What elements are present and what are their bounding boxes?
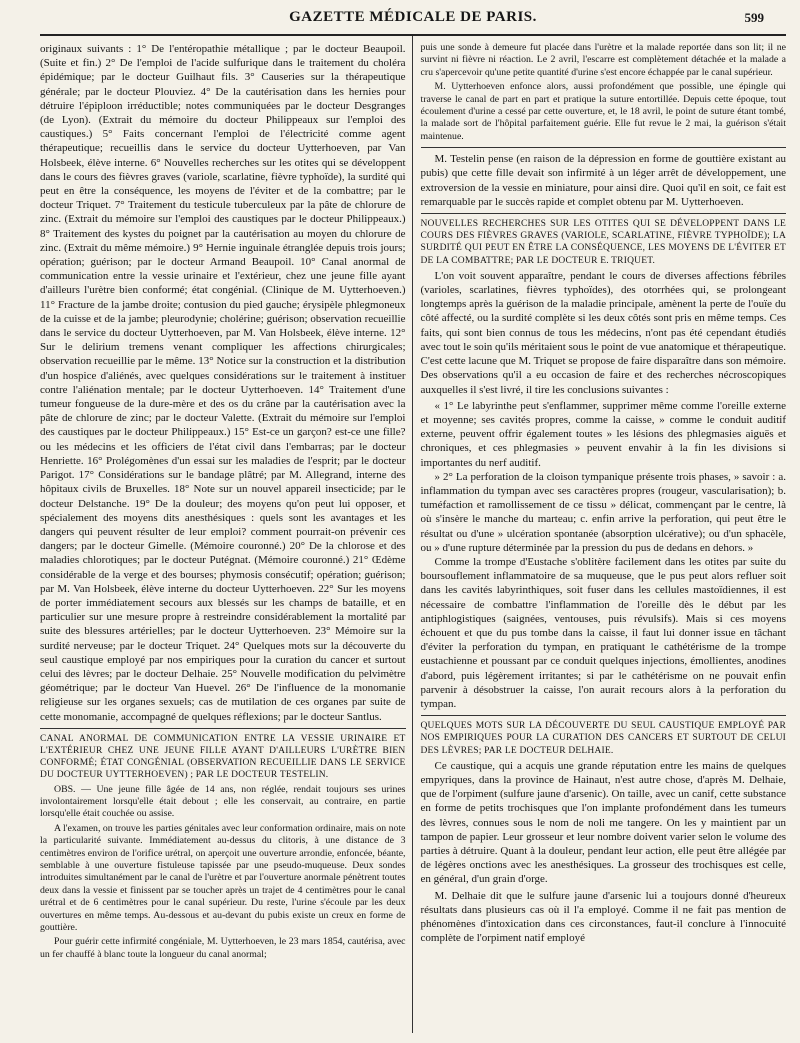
page-number: 599 [744,10,764,25]
text-columns [40,36,786,1033]
journal-title: GAZETTE MÉDICALE DE PARIS. [289,8,537,25]
conclusion-2: » 2° La perforation de la cloison tympanique présente trois phases, » savoir : a. inflammation du tympan avec ses caractères propres (rougeur, vascularisation); b. tuméfaction et ramollissement de ce tissu » délicat, commençant par le centre, là où s'insère le manche du marteau; c. enfin arrive la perforation, qui peut être le résultat ou d'une » ulcération spontanée (absorption ulcérative); ou d'un sphacèle, ou » d'une rupture déterminée par la pression du pus de dedans en dehors. » [420,470,786,554]
suture-paragraph: M. Uytterhoeven enfonce alors, aussi profondément que possible, une épingle qui traverse le canal de part en part et pratique la suture entortillée. Depuis cette époque, tout écoulement d'urine a cessé par cette ouverture, et, le 18 avril, le point de suture étant tombé, la malade sort de l'hôpital parfaitement guérie. Elle fut revue le 2 mai, la guérison s'était maintenue. [420,81,786,142]
otites-treatment-paragraph: Comme la trompe d'Eustache s'oblitère facilement dans les otites par suite du boursouflement inflammatoire de sa muqueuse, que le pus peut alors refluer soit dans les cavités labyrinthiques, soit fuser dans les cellules mastoïdiennes, il est nécessaire de combattre l'inflammation de l'oreille dès le début par les antiphlogistiques (saignées, ventouses, puis révulsifs). Mais si ces moyens échouent et que du pus tombe dans la caisse, il faut lui donner issue en tâchant d'éviter la perforation du tympan, en pratiquant le cathétérisme de la trompe eustachienne et poussant par ce conduit quelques injections, émollientes, anodines d'abord, puis légèrement irritantes; si par le cathétérisme on ne pouvait enfin parvenir à désobstruer la caisse, l'on aurait recours alors à la perforation du tympan. [420,555,786,710]
page-header [40,0,786,36]
examination-paragraph: A l'examen, on trouve les parties génitales avec leur conformation ordinaire, mais on note la particularité suivante. Immédiatement au-dessus du clitoris, à une distance de 3 centimètres environ de l'orifice urétral, on aperçoit une ouverture arrondie, enfoncée, béante, semblable à une ouverture fistuleuse tapissée par une pseudo-muqueuse. Deux sondes introduites simultanément par le canal de l'urètre et par l'ouverture anormale pénètrent toutes deux dans la vessie et finissent par se toucher après un trajet de 4 centimètres pour le canal urétral et de 6 centimètres pour le canal supérieur. Du reste, l'urine s'écoule par les deux ouvertures en même temps. Au-dessous et au-devant du pubis existe un creux en forme de gouttière. [40,822,406,934]
treatment-paragraph: Pour guérir cette infirmité congéniale, M. Uytterhoeven, le 23 mars 1854, cautérisa, avec un fer chauffé à blanc toute la longueur du canal anormal; [40,936,406,960]
delhaie-paragraph: M. Delhaie dit que le sulfure jaune d'arsenic lui a toujours donné d'heureux résultats dans plusieurs cas où il l'a employé. Comme il ne fait pas mention de phénomènes d'intoxication dans ces circonstances, faut-il conclure à l'innocuité complète de l'orpiment natif employé [420,889,786,945]
otites-intro-paragraph: L'on voit souvent apparaître, pendant le cours de diverses affections fébriles (varioles, scarlatines, fièvres typhoïdes), des otorrhées qui, se prolongeant longtemps après la guérison de la maladie principale, amènent la perte de l'ouïe du côté affecté, ou la surdité complète si les deux côtés sont pris en même temps. Ces faits, qui sont bien connus de tous les médecins, n'ont pas été cependant étudiés avec tout le soin qu'ils méritaient sous le point de vue anatomique et thérapeutique. C'est cette lacune que M. Triquet se propose de faire disparaître dans son mémoire. Des observations qu'il a eu occasion de faire et des recherches nécroscopiques auxquelles il s'est livré, il tire les conclusions suivantes : [420,269,786,396]
right-column [413,36,787,1033]
left-column [40,36,413,1033]
continuation-paragraph: puis une sonde à demeure fut placée dans l'urètre et la malade reportée dans son lit; il ne survint ni fièvre ni réaction. Le 2 avril, l'escarre est complètement détachée et la malade a cru s'apercevoir qu'une petite quantité d'urine s'est encore échappée par le canal supérieur. [420,42,786,78]
section-heading-otites: NOUVELLES RECHERCHES SUR LES OTITES QUI SE DÉVELOPPENT DANS LE COURS DES FIÈVRES GRAVES (VARIOLE, SCARLATINE, FIÈVRE TYPHOÏDE); LA SURDITÉ QUI PEUT EN ÊTRE LA CONSÉQUENCE, LES MOYENS DE L'ÉVITER ET DE LA COMBATTRE; PAR LE DOCTEUR E. TRIQUET. [421,213,787,267]
divider [421,147,787,148]
conclusions-quote [421,399,787,555]
observation-paragraph: OBS. — Une jeune fille âgée de 14 ans, non réglée, rendait toujours ses urines involontairement lorsqu'elle était debout ; elle les conservait, au contraire, en partie lorsqu'elle était couchée ou assise. [40,783,406,820]
conclusion-1: « 1° Le labyrinthe peut s'enflammer, supprimer même comme l'oreille externe et moyenne; ses cavités propres, comme la caisse, » comme le conduit auditif externe, peuvent offrir également toutes » les lésions des phlegmasies aiguës et chroniques, et ces phlegmasies » peuvent envahir à la fin les divisions si importantes du nerf auditif. [420,399,786,469]
catalog-paragraph: originaux suivants : 1° De l'entéropathie métallique ; par le docteur Beaupoil. (Suite et fin.) 2° De l'emploi de l'acide sulfurique dans le traitement du choléra épidémique; par le docteur Guilhaut fils. 3° Causeries sur la thérapeutique générale; par le docteur Plouviez. 4° De la cautérisation dans les hernies pour détruire l'épiploon irréductible; notes communiquées par le docteur Desgranges (de Lyon). (Extrait du mémoire du docteur Philippeaux sur l'emploi des caustiques.) 5° Faits concernant l'emploi de l'électricité comme agent thérapeutique; recueillis dans le service du docteur Uytterhoeven, par Van Holsbeek, élève interne. 6° Nouvelles recherches sur les otites qui se développent dans le cours des fièvres graves (variole, scarlatine, fièvre typhoïde), la surdité qui peut en être la conséquence, les moyens de l'éviter et de la combattre; par le docteur Triquet. 7° Traitement du testicule tuberculeux par la pâte de chlorure de zinc. (Extrait du mémoire sur l'emploi des caustiques par le docteur Philippeaux.) 8° Traitement des kystes du poignet par la cautérisation au moyen du chlorure de zinc. (Extrait du même mémoire.) 9° Hernie inguinale étranglée depuis trois jours; opération; guérison; par le docteur Armand Beaupoil. 10° Canal anormal de communication entre la vessie urinaire et l'extérieur, chez une jeune fille ayant d'ailleurs l'urètre bien conformé; état congénial. (Clinique de M. Uytterhoeven.) 11° Fracture de la jambe droite; contusion du pied gauche; érysipèle phlegmoneux de la cuisse et de la jambe; pleurodynie; cholérine; guérison; observation recueillie dans le service du docteur Uytterhoeven, par M. Van Holsbeek, élève interne. 12° Sur le delirium tremens venant compliquer les affections chirurgicales; observation recueillie par le même. 13° Notice sur la construction et la distribution d'un hospice d'aliénés, avec quelques considérations sur le traitement à instituer contre l'aliénation mentale; par le docteur Uytterhoeven. 14° Traitement d'une tumeur fongueuse de la dure-mère et des os du crâne par la cautérisation avec la pâte de chlorure de zinc; par le docteur Valette. (Extrait du mémoire sur l'emploi des caustiques par le docteur Philippeaux.) 15° Est-ce un garçon? est-ce une fille? ou les médecins et les officiers de l'état civil dans l'embarras; par le docteur Henriette. 16° Prolégomènes d'un essai sur les maladies de l'esprit; par le docteur Parigot. 17° Considérations sur le bandage plâtré; par M. Allegrand, interne des hôpitaux civils de Bruxelles. 18° Note sur un nouvel appareil insecticide; par le docteur Delstanche. 19° De la douleur; des moyens qu'on peut lui opposer, et spécialement des moyens dits anesthésiques : quels sont les avantages et les dangers qui peuvent résulter de leur emploi? comment pourrait-on prévenir ces dangers; par le docteur Gimelle. (Mémoire couronné.) 20° De la chlorose et des maladies chlorotiques; par le docteur Putégnat. (Mémoire couronné.) 21° Œdème considérable de la verge et des bourses; phymosis consécutif; opération; guérison; par M. Van Holsbeek, élève interne du docteur Uytterhoeven. 22° Sur les moyens de porter immédiatement secours aux blessés sur les champs de bataille, et en particulier sur une mesure propre à restreindre considérablement la mortalité par suite des blessures artérielles; par le docteur Uytterhoeven. 23° Mémoire sur la surdité nerveuse; par le docteur Triquet. 24° Quelques mots sur la découverte du seul caustique employé par nos empiriques pour la curation du cancer et surtout celui des lèvres; par le docteur Delhaie. 25° Nouvelle modification du pelvimètre géométrique; par le docteur Van Huevel. 26° De l'influence de la monomanie religieuse sur les organes sexuels; cas de mutilation de ces organes par suite de cette monomanie, accompagné de quelques réflexions; par le docteur Santlus. [40,43,406,723]
section-heading-caustique: QUELQUES MOTS SUR LA DÉCOUVERTE DU SEUL CAUSTIQUE EMPLOYÉ PAR NOS EMPIRIQUES POUR LA CURATION DES CANCERS ET SURTOUT DE CELUI DES LÈVRES; PAR LE DOCTEUR DELHAIE. [421,715,787,757]
section-heading-canal-anormal: CANAL ANORMAL DE COMMUNICATION ENTRE LA VESSIE URINAIRE ET L'EXTÉRIEUR CHEZ UNE JEUNE FILLE AYANT D'AILLEURS L'URÈTRE BIEN CONFORMÉ; ÉTAT CONGÉNIAL (OBSERVATION RECUEILLIE DANS LE SERVICE DU DOCTEUR UYTTERHOEVEN) ; PAR LE DOCTEUR TESTELIN. [40,728,406,782]
caustique-paragraph: Ce caustique, qui a acquis une grande réputation entre les mains de quelques empyriques, dans la province de Hainaut, n'est autre chose, d'après M. Delhaie, que de l'orpiment (sulfure jaune d'arsenic). On taille, avec un canif, cette substance en forme de petits trochisques que l'on implante profondément dans les tumeurs des lèvres, connues sous le nom de noli me tangere. On les y maintient par un tampon de papier. Leur grosseur et leur nombre doivent varier selon le volume des parties à détruire. Quant à la douleur, pendant leur action, elle peut être allégée par de légères onctions avec les anesthésiques. La grosseur des trochisques est celle, en général, d'un grain d'orge. [420,759,786,886]
testelin-paragraph: M. Testelin pense (en raison de la dépression en forme de gouttière existant au pubis) que cette fille devait son infirmité à un léger arrêt de développement, une extroversion de la vessie en miniature, pour ainsi dire. Quoi qu'il en soit, ce fait est remarquable par le succès rapide et complet obtenu par M. Uytterhoeven. [420,153,786,208]
